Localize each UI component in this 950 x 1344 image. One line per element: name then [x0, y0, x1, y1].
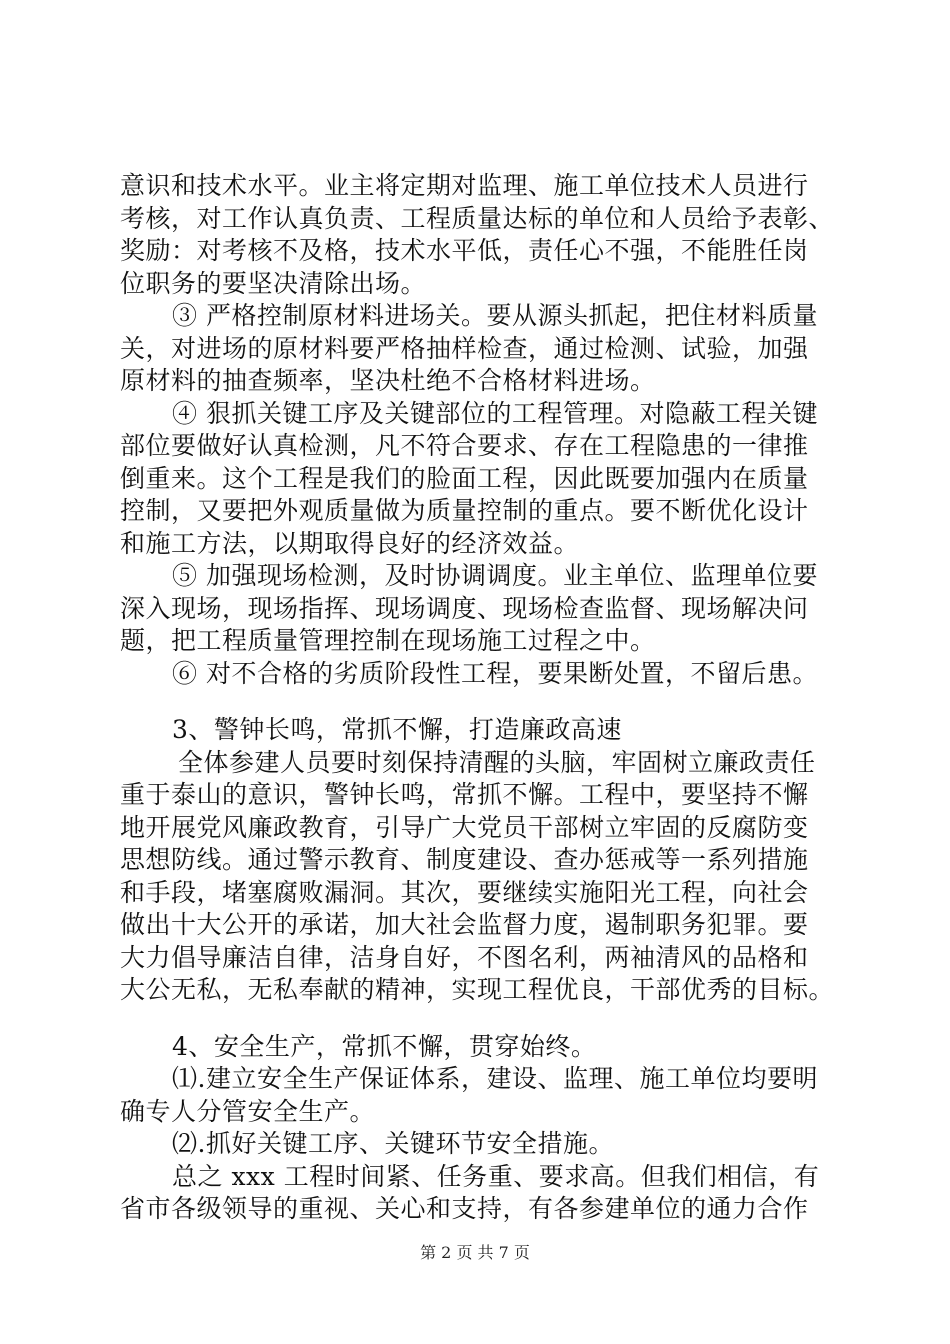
text-line: 意识和技术水平。业主将定期对监理、施工单位技术人员进行 — [120, 171, 809, 200]
section-heading-3: 3、警钟长鸣，常抓不懈，打造廉政高速 — [172, 715, 622, 744]
text-line: 部位要做好认真检测，凡不符合要求、存在工程隐患的一律推 — [120, 431, 809, 460]
section-gap — [120, 690, 840, 714]
text-line: 倒重来。这个工程是我们的脸面工程，因此既要加强内在质量 — [120, 463, 809, 493]
text-line: 题，把工程质量管理控制在现场施工过程之中。 — [120, 626, 656, 655]
paragraph-item-3: ③ 严格控制原材料进场关。要从源头抓起，把住材料质量 — [172, 301, 818, 330]
text-line: 思想防线。通过警示教育、制度建设、查办惩戒等一系列措施 — [120, 845, 809, 874]
page-number-footer: 第 2 页 共 7 页 — [420, 1243, 530, 1262]
section-heading-4: 4、安全生产，常抓不懈，贯穿始终。 — [172, 1031, 597, 1061]
text-line: 大力倡导廉洁自律，洁身自好，不图名利，两袖清风的品格和 — [120, 942, 809, 972]
text-line: 做出十大公开的承诺，加大社会监督力度，遏制职务犯罪。要 — [120, 910, 809, 939]
section-gap — [120, 1007, 840, 1031]
text-line: 地开展党风廉政教育，引导广大党员干部树立牢固的反腐防变 — [120, 812, 809, 842]
paragraph-item-5: ⑤ 加强现场检测，及时协调调度。业主单位、监理单位要 — [172, 561, 818, 590]
text-line: 大公无私，无私奉献的精神，实现工程优良，干部优秀的目标。 — [120, 975, 835, 1004]
text-line: 考核，对工作认真负责、工程质量达标的单位和人员给予表彰、 — [120, 203, 835, 233]
text-line: 关，对进场的原材料要严格抽样检查，通过检测、试验，加强 — [120, 333, 809, 363]
list-item-1: ⑴.建立安全生产保证体系，建设、监理、施工单位均要明 — [172, 1064, 818, 1093]
text-line: 控制，又要把外观质量做为质量控制的重点。要不断优化设计 — [120, 496, 809, 525]
paragraph-item-4: ④ 狠抓关键工序及关键部位的工程管理。对隐蔽工程关键 — [172, 398, 818, 428]
paragraph-start: 总之 xxx 工程时间紧、任务重、要求高。但我们相信，有 — [172, 1161, 820, 1191]
list-item-2: ⑵.抓好关键工序、关键环节安全措施。 — [172, 1129, 614, 1158]
text-line: 省市各级领导的重视、关心和支持，有各参建单位的通力合作 — [120, 1194, 809, 1223]
text-line: 位职务的要坚决清除出场。 — [120, 268, 427, 298]
paragraph-start: 全体参建人员要时刻保持清醒的头脑，牢固树立廉政责任 — [178, 747, 816, 777]
text-line: 和手段，堵塞腐败漏洞。其次，要继续实施阳光工程，向社会 — [120, 877, 809, 907]
text-line: 和施工方法，以期取得良好的经济效益。 — [120, 528, 580, 558]
document-body — [120, 170, 840, 1226]
text-line: 奖励：对考核不及格，技术水平低，责任心不强，不能胜任岗 — [120, 236, 809, 265]
text-line: 深入现场，现场指挥、现场调度、现场检查监督、现场解决问 — [120, 593, 809, 623]
text-line: 重于泰山的意识，警钟长鸣，常抓不懈。工程中，要坚持不懈 — [120, 780, 809, 809]
paragraph-item-6: ⑥ 对不合格的劣质阶段性工程，要果断处置，不留后患。 — [172, 658, 818, 688]
text-line: 确专人分管安全生产。 — [120, 1096, 376, 1126]
text-line: 原材料的抽查频率，坚决杜绝不合格材料进场。 — [120, 366, 656, 395]
